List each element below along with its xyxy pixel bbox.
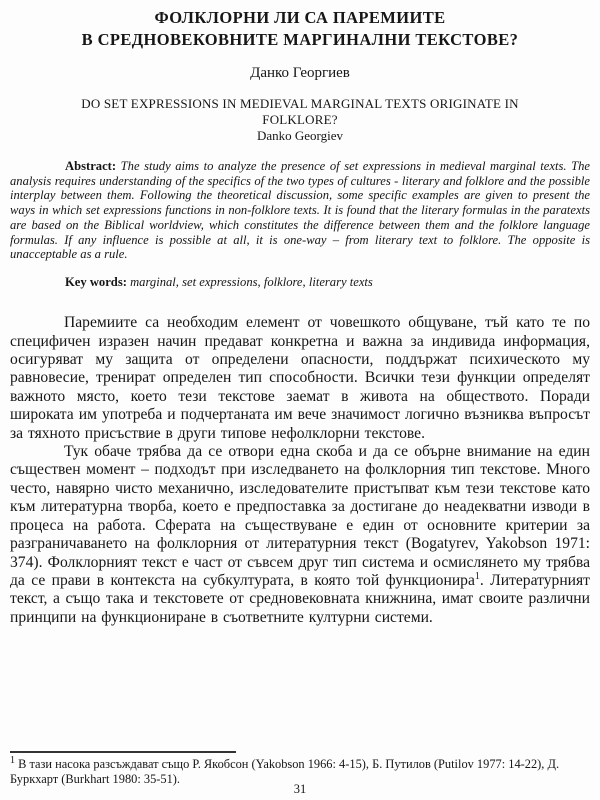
body-paragraph-1: Паремиите са необходим елемент от човешкото общуване, тъй като те по специфичен изразен начин предават конкретна и важна за индивида информация, осигуряват му защита от определени опасности, поддържат психическото му равновесие, тренират определен тип способности. Всички тези функции определят важното място, което тези текстове заемат в живота на обществото. Поради широката им употреба и подчертаната им вече значимост логично възниква въпросът за тяхното присъствие в други типове нефолклорни текстове. (10, 314, 590, 442)
footnote-reference-superscript: 1 (474, 570, 480, 582)
footnote-marker: 1 (10, 754, 15, 766)
footnote-separator-rule (10, 751, 236, 753)
paragraph-2-text-before-footnote: Тук обаче трябва да се отвори една скоба и да се обърне внимание на един съществен момент – подходът при изследването на фолклорния тип текстове. Много често, навярно чисто механично, изследователите пристъпват към тези текстове като към литературна творба, което е предпоставка за достигане до неадекватни изводи в процеса на работа. Сферата на съществуване е един от основните критерии за разграничаването на фолклорния от литературния текст (Bogatyrev, Yakobson 1971: 374). Фолклорният текст е част от съвсем друг тип система и осмислянето му трябва да се прави в контекста на субкултурата, в която той функционира (10, 443, 590, 589)
author-name-english: Danko Georgiev (256, 128, 344, 143)
article-body (10, 314, 590, 627)
body-paragraph-2 (10, 443, 590, 627)
footnote-text: В тази насока разсъждават също Р. Якобсон (Yakobson 1966: 4-15), Б. Путилов (Putilov 1977: 14-22), Д. Буркхарт (Burkhart 1980: 35-51). (10, 757, 560, 786)
paragraph-2-text-after-footnote: . Литературният текст, а също така и текстовете от средновековната книжнина, имат своите различни принципи на функциониране в съответните културни системи. (10, 571, 590, 626)
abstract-paragraph (10, 159, 590, 262)
keywords-text: marginal, set expressions, folklore, literary texts (130, 274, 373, 289)
article-title-bulgarian (10, 7, 590, 51)
title-line-2: В СРЕДНОВЕКОВНИТЕ МАРГИНАЛНИ ТЕКСТОВЕ? (81, 30, 519, 49)
page-number: 31 (293, 782, 307, 796)
title-line-1: ФОЛКЛОРНИ ЛИ СА ПАРЕМИИТЕ (154, 8, 446, 27)
keywords-label: Key words: (65, 274, 127, 289)
article-title-english: DO SET EXPRESSIONS IN MEDIEVAL MARGINAL TEXTS ORIGINATE IN FOLKLORE? (81, 96, 519, 127)
author-name-bulgarian: Данко Георгиев (250, 65, 350, 81)
keywords-line (65, 275, 590, 290)
abstract-text: The study aims to analyze the presence of set expressions in medieval marginal texts. The analysis requires understanding of the specifics of the two types of cultures - literary and folklore and the possible interplay between them. Following the theoretical discussion, some specific examples are given to present the ways in which set expressions functions in non-folklore texts. It is found that the literary formulas in the paratexts are based on the Biblical worldview, which constitutes the difference between them and the folklore language formulas. If any influence is possible at all, it is one-way – from literary text to folklore. The opposite is unacceptable as a rule. (10, 159, 590, 262)
abstract-label: Abstract: (65, 159, 117, 173)
